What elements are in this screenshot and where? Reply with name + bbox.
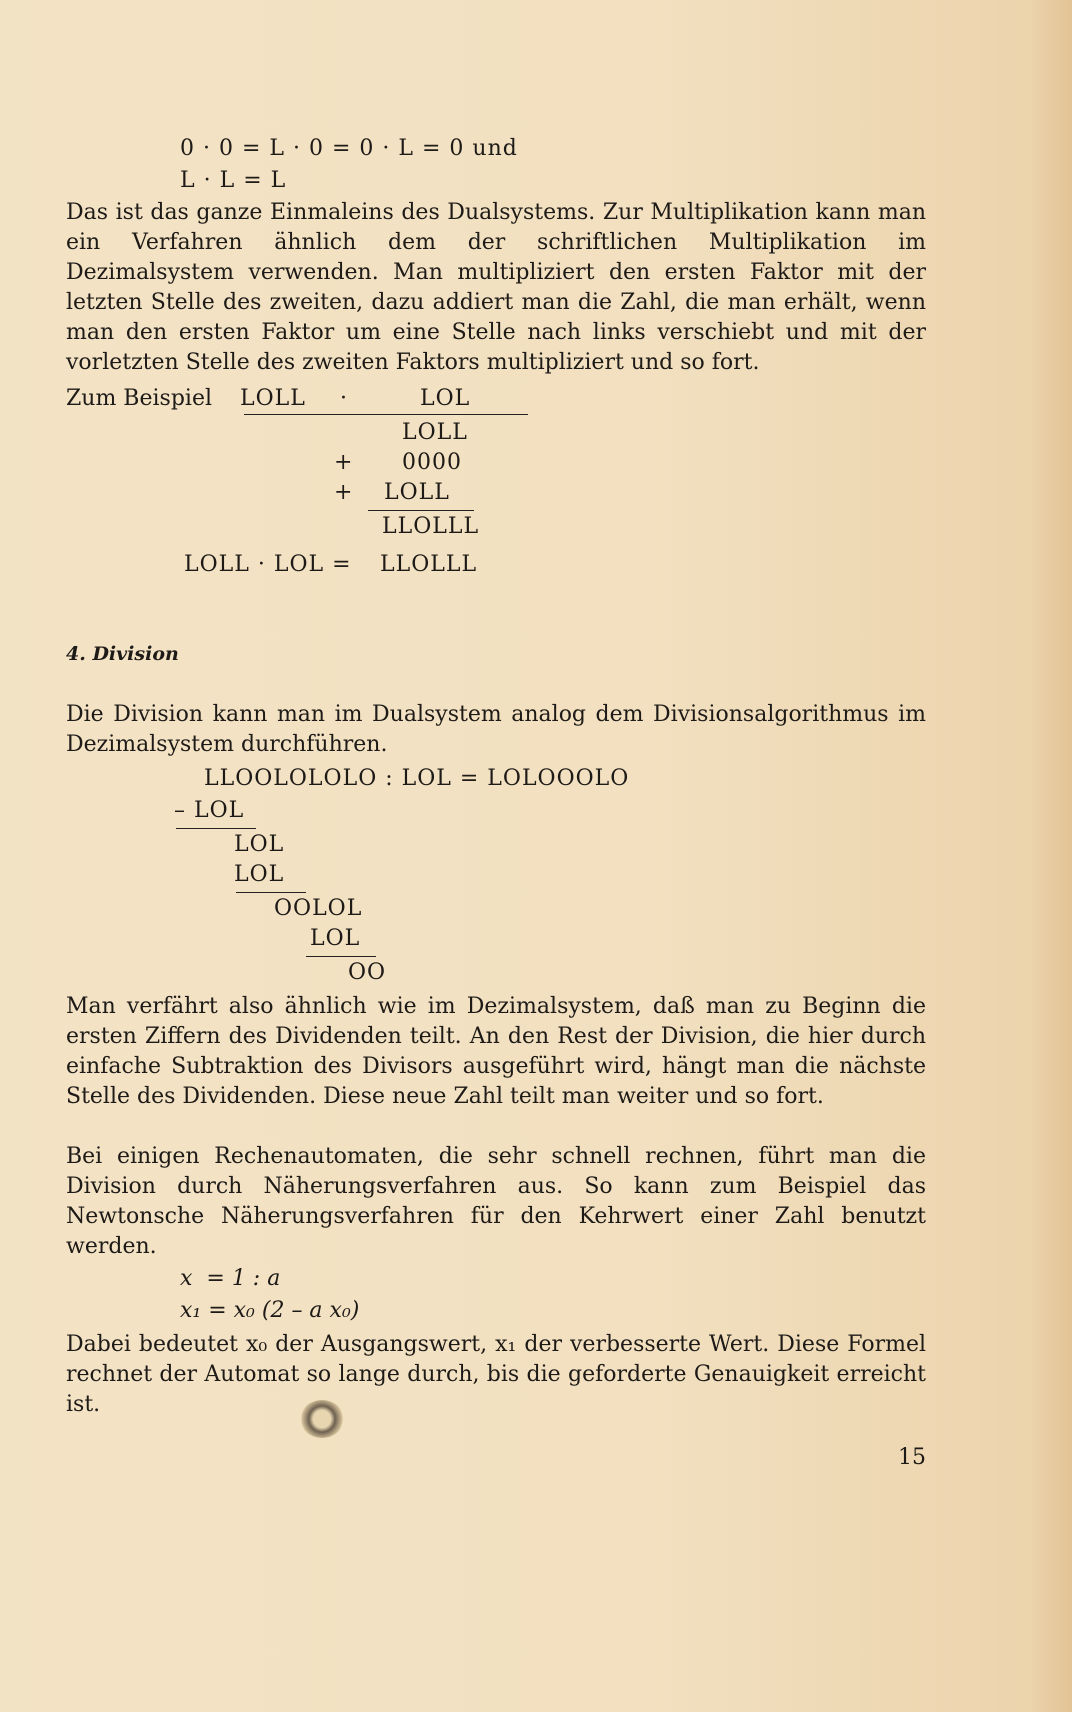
division-intro-text: Die Division kann man im Dualsystem analog dem Divisionsalgorithmus im Dezimalsystem durchführen. <box>66 702 926 757</box>
division-rule-1 <box>176 828 256 829</box>
example-rule-2 <box>368 510 474 511</box>
division-rule-3 <box>306 956 376 957</box>
example-factor-2: LOL <box>420 386 471 411</box>
example-factor-1: LOLL <box>240 386 306 411</box>
page-number: 15 <box>898 1445 926 1470</box>
example-row-1: LOLL <box>402 420 468 445</box>
intro-paragraph-text: Das ist das ganze Einmaleins des Dualsystems. Zur Multiplikation kann man ein Verfahren ähnlich dem der schriftlichen Multiplikation im Dezimalsystem verwenden. Man multipliziert den ersten Faktor mit der letzten Stelle des zweiten, dazu addiert man die Zahl, die man erhält, wenn man den ersten Faktor um eine Stelle nach links verschiebt und mit der vorletzten Stelle des zweiten Faktors multipliziert und so fort. <box>66 200 926 375</box>
division-line-4: LOL <box>234 862 285 887</box>
example-label: Zum Beispiel <box>66 386 212 411</box>
formula-2: x₁ = x₀ (2 – a x₀) <box>180 1298 360 1323</box>
paragraph-2-text: Man verfährt also ähnlich wie im Dezimalsystem, daß man zu Beginn die ersten Ziffern des Dividenden teilt. An den Rest der Division, die hier durch einfache Subtraktion des Divisors ausgeführt wird, hängt man die nächste Stelle des Dividenden. Diese neue Zahl teilt man weiter und so fort. <box>66 994 926 1109</box>
example-row-2: 0000 <box>402 450 462 475</box>
paragraph-2 <box>66 992 926 1112</box>
division-line-3: LOL <box>234 832 285 857</box>
example-row-3: LOLL <box>384 480 450 505</box>
example-result-rhs: LLOLLL <box>380 552 478 577</box>
division-line-5: OOLOL <box>274 896 363 921</box>
example-plus-2: + <box>334 480 354 505</box>
division-line-6: LOL <box>310 926 361 951</box>
mult-table-line-1: 0 · 0 = L · 0 = 0 · L = 0 und <box>180 136 518 161</box>
example-dot: · <box>340 386 348 411</box>
division-line-2: – LOL <box>174 798 245 823</box>
section-heading: 4. Division <box>66 643 179 665</box>
mult-table-line-2: L · L = L <box>180 168 287 193</box>
example-result-lhs: LOLL · LOL = <box>184 552 352 577</box>
paragraph-4-text: Dabei bedeutet x₀ der Ausgangswert, x₁ der verbesserte Wert. Diese Formel rechnet der Automat so lange durch, bis die geforderte Genauigkeit erreicht ist. <box>66 1332 926 1417</box>
paragraph-3-text: Bei einigen Rechenautomaten, die sehr schnell rechnen, führt man die Division durch Näherungsverfahren aus. So kann zum Beispiel das Newtonsche Näherungsverfahren für den Kehrwert einer Zahl benutzt werden. <box>66 1144 926 1259</box>
paper-hole <box>300 1400 344 1438</box>
division-line-7: OO <box>348 960 387 985</box>
formula-1: x = 1 : a <box>180 1266 281 1291</box>
division-intro <box>66 700 926 760</box>
example-sum: LLOLLL <box>382 514 480 539</box>
paragraph-4 <box>66 1330 926 1420</box>
intro-paragraph <box>66 198 926 378</box>
example-plus-1: + <box>334 450 354 475</box>
example-rule-1 <box>244 414 528 415</box>
paragraph-3 <box>66 1142 926 1262</box>
division-line-1: LLOOLOLOLO : LOL = LOLOOOLO <box>204 766 630 791</box>
division-rule-2 <box>236 892 306 893</box>
